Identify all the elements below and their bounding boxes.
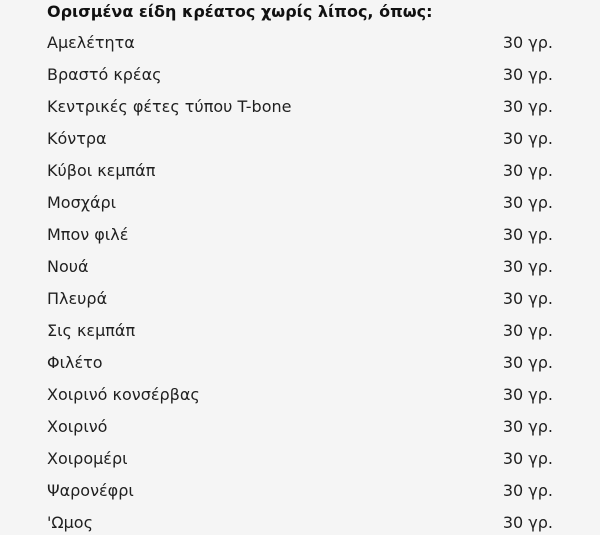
list-item	[47, 474, 555, 506]
item-quantity: 30 γρ.	[502, 480, 553, 500]
item-quantity: 30 γρ.	[502, 64, 553, 84]
item-name: Κόντρα	[47, 128, 107, 148]
item-quantity: 30 γρ.	[502, 128, 553, 148]
item-name: Κεντρικές φέτες τύπου T-bone	[47, 96, 292, 116]
item-name: Αμελέτητα	[47, 32, 135, 52]
item-quantity: 30 γρ.	[502, 352, 553, 372]
list-item	[47, 90, 555, 122]
list-item	[47, 442, 555, 474]
item-name: Ψαρονέφρι	[47, 480, 134, 500]
item-quantity: 30 γρ.	[502, 224, 553, 244]
list-item	[47, 186, 555, 218]
item-name: Μοσχάρι	[47, 192, 117, 212]
section-heading: Ορισμένα είδη κρέατος χωρίς λίπος, όπως:	[47, 2, 433, 21]
item-name: Βραστό κρέας	[47, 64, 162, 84]
item-quantity: 30 γρ.	[502, 96, 553, 116]
item-name: Χοιρομέρι	[47, 448, 128, 468]
item-quantity: 30 γρ.	[502, 32, 553, 52]
item-name: Χοιρινό	[47, 416, 108, 436]
list-item	[47, 250, 555, 282]
item-name: Μπον φιλέ	[47, 224, 129, 244]
list-item	[47, 26, 555, 58]
item-quantity: 30 γρ.	[502, 320, 553, 340]
list-item	[47, 346, 555, 378]
list-item	[47, 506, 555, 535]
item-name: 'Ωμος	[47, 512, 93, 532]
list-item	[47, 58, 555, 90]
list-item	[47, 154, 555, 186]
item-name: Χοιρινό κονσέρβας	[47, 384, 200, 404]
item-quantity: 30 γρ.	[502, 384, 553, 404]
item-quantity: 30 γρ.	[502, 160, 553, 180]
item-name: Νουά	[47, 256, 89, 276]
list-item	[47, 282, 555, 314]
item-name: Πλευρά	[47, 288, 108, 308]
item-quantity: 30 γρ.	[502, 192, 553, 212]
item-quantity: 30 γρ.	[502, 416, 553, 436]
item-name: Κύβοι κεμπάπ	[47, 160, 156, 180]
item-quantity: 30 γρ.	[502, 512, 553, 532]
meat-list	[47, 26, 555, 535]
list-item	[47, 218, 555, 250]
item-quantity: 30 γρ.	[502, 448, 553, 468]
item-name: Σις κεμπάπ	[47, 320, 136, 340]
list-item	[47, 122, 555, 154]
item-quantity: 30 γρ.	[502, 288, 553, 308]
item-quantity: 30 γρ.	[502, 256, 553, 276]
list-item	[47, 410, 555, 442]
item-name: Φιλέτο	[47, 352, 103, 372]
list-item	[47, 378, 555, 410]
list-item	[47, 314, 555, 346]
